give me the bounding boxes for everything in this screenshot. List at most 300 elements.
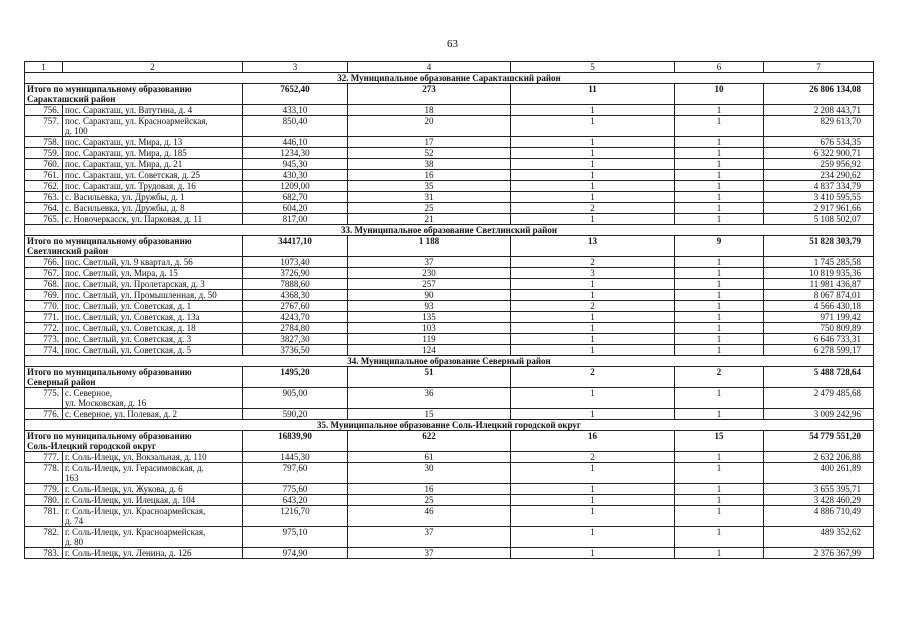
row-houses: 1 [511,105,675,116]
text-line: г. Соль-Илецк, ул. Вокзальная, д. 110 [65,452,207,462]
row-cost: 5 108 502,07 [764,214,874,225]
total-label [25,431,243,452]
text-line: г. Соль-Илецк, ул. Красноармейская, [65,506,206,516]
text-line: Светлинский район [27,246,109,256]
row-area: 682,70 [243,192,348,203]
row-col6: 1 [675,148,764,159]
row-number: 756. [25,105,63,116]
row-houses: 1 [511,388,675,409]
table-row [25,290,874,301]
row-number: 757. [25,116,63,137]
row-col6: 1 [675,105,764,116]
row-houses: 2 [511,203,675,214]
row-col6: 1 [675,257,764,268]
row-cost: 3 009 242,96 [764,409,874,420]
row-number: 781. [25,506,63,527]
row-address [63,214,243,225]
row-houses: 1 [511,312,675,323]
row-people: 16 [348,170,511,181]
table-row [25,388,874,409]
row-area: 974,90 [243,548,348,559]
text-line: пос. Саракташ, ул. Мира, д. 13 [65,137,183,147]
row-col6: 1 [675,290,764,301]
row-people: 90 [348,290,511,301]
row-cost: 3 428 460,29 [764,495,874,506]
row-people: 230 [348,268,511,279]
row-people: 37 [348,257,511,268]
text-line: г. Соль-Илецк, ул. Илецкая, д. 104 [65,495,196,505]
row-houses: 1 [511,345,675,356]
row-area: 3736,50 [243,345,348,356]
row-number: 766. [25,257,63,268]
row-cost: 4 886 710,49 [764,506,874,527]
row-people: 25 [348,203,511,214]
row-number: 760. [25,159,63,170]
row-houses: 1 [511,170,675,181]
row-address [63,159,243,170]
table-row [25,484,874,495]
table-row [25,495,874,506]
row-cost: 829 613,70 [764,116,874,137]
row-area: 4368,30 [243,290,348,301]
row-people: 37 [348,548,511,559]
column-header: 3 [243,62,348,73]
row-number: 769. [25,290,63,301]
section-title: 33. Муниципальное образование Светлинский район [25,225,874,236]
section-title: 32. Муниципальное образование Саракташский район [25,73,874,84]
text-line: 163 [65,473,79,483]
row-cost: 2 479 485,68 [764,388,874,409]
row-houses: 1 [511,116,675,137]
text-line: пос. Светлый, ул. 9 квартал, д. 56 [65,257,193,267]
table-row [25,548,874,559]
row-houses: 2 [511,452,675,463]
text-line: д. 74 [65,516,84,526]
total-people: 273 [348,84,511,105]
text-line: ул. Московская, д. 16 [65,398,147,408]
row-houses: 3 [511,268,675,279]
row-col6: 1 [675,116,764,137]
row-cost: 6 278 599,17 [764,345,874,356]
row-cost: 3 410 595,55 [764,192,874,203]
row-people: 38 [348,159,511,170]
total-cost: 51 828 303,79 [764,236,874,257]
row-people: 16 [348,484,511,495]
row-houses: 1 [511,527,675,548]
total-col6: 9 [675,236,764,257]
section-title: 34. Муниципальное образование Северный район [25,356,874,367]
row-area: 4243,70 [243,312,348,323]
row-people: 257 [348,279,511,290]
row-people: 37 [348,527,511,548]
column-header: 2 [63,62,243,73]
table-row [25,312,874,323]
row-people: 21 [348,214,511,225]
row-number: 774. [25,345,63,356]
row-col6: 1 [675,268,764,279]
row-number: 768. [25,279,63,290]
row-area: 1073,40 [243,257,348,268]
row-number: 771. [25,312,63,323]
text-line: пос. Светлый, ул. Советская, д. 1 [65,301,192,311]
row-number: 772. [25,323,63,334]
row-address [63,495,243,506]
total-row [25,84,874,105]
row-address [63,506,243,527]
row-people: 15 [348,409,511,420]
row-col6: 1 [675,463,764,484]
row-address [63,345,243,356]
row-houses: 1 [511,279,675,290]
housing-table [24,61,874,559]
table-row [25,345,874,356]
row-col6: 1 [675,159,764,170]
row-address [63,268,243,279]
row-area: 3827,30 [243,334,348,345]
row-houses: 1 [511,159,675,170]
column-header: 6 [675,62,764,73]
row-people: 52 [348,148,511,159]
row-cost: 6 646 733,31 [764,334,874,345]
row-number: 773. [25,334,63,345]
table-row [25,506,874,527]
text-line: Итого по муниципальному образованию [27,84,192,94]
text-line: пос. Светлый, ул. Мира, д. 15 [65,268,178,278]
row-address [63,484,243,495]
text-line: Итого по муниципальному образованию [27,431,192,441]
text-line: с. Новочеркасск, ул. Парковая, д. 11 [65,214,203,224]
row-houses: 1 [511,334,675,345]
text-line: пос. Саракташ, ул. Советская, д. 25 [65,170,201,180]
row-houses: 2 [511,257,675,268]
total-cost: 54 779 551,20 [764,431,874,452]
column-header-row [25,62,874,73]
total-label [25,236,243,257]
row-number: 759. [25,148,63,159]
text-line: д. 100 [65,126,88,136]
section-title-row [25,73,874,84]
row-number: 762. [25,181,63,192]
text-line: пос. Светлый, ул. Советская, д. 18 [65,323,196,333]
total-area: 7652,40 [243,84,348,105]
text-line: с. Васильевка, ул. Дружбы, д. 1 [65,192,185,202]
text-line: Соль-Илецкий городской округ [27,441,157,451]
row-number: 782. [25,527,63,548]
section-title-row [25,356,874,367]
row-address [63,409,243,420]
row-houses: 1 [511,148,675,159]
row-houses: 1 [511,548,675,559]
row-people: 61 [348,452,511,463]
total-cost: 5 488 728,64 [764,367,874,388]
row-address [63,257,243,268]
row-area: 775,60 [243,484,348,495]
text-line: г. Соль-Илецк, ул. Ленина, д. 126 [65,548,192,558]
table-row [25,116,874,137]
total-col6: 10 [675,84,764,105]
row-cost: 2 632 206,88 [764,452,874,463]
row-area: 590,20 [243,409,348,420]
row-area: 850,40 [243,116,348,137]
row-number: 765. [25,214,63,225]
table-row [25,452,874,463]
row-area: 905,00 [243,388,348,409]
row-houses: 1 [511,506,675,527]
table-row [25,159,874,170]
text-line: пос. Светлый, ул. Пролетарская, д. 3 [65,279,205,289]
row-cost: 259 956,92 [764,159,874,170]
table-row [25,105,874,116]
row-cost: 11 981 436,87 [764,279,874,290]
row-area: 430,30 [243,170,348,181]
row-cost: 4 566 430,18 [764,301,874,312]
column-header: 7 [764,62,874,73]
row-people: 124 [348,345,511,356]
row-address [63,301,243,312]
row-address [63,203,243,214]
row-people: 93 [348,301,511,312]
row-area: 1216,70 [243,506,348,527]
table-row [25,214,874,225]
row-people: 18 [348,105,511,116]
row-cost: 2 917 961,66 [764,203,874,214]
row-col6: 1 [675,452,764,463]
table-row [25,181,874,192]
total-col6: 2 [675,367,764,388]
table-row [25,170,874,181]
row-col6: 1 [675,388,764,409]
row-number: 779. [25,484,63,495]
row-address [63,452,243,463]
row-number: 770. [25,301,63,312]
total-houses: 2 [511,367,675,388]
row-col6: 1 [675,334,764,345]
total-area: 34417,10 [243,236,348,257]
row-houses: 1 [511,495,675,506]
row-number: 767. [25,268,63,279]
row-area: 2767,60 [243,301,348,312]
table-row [25,257,874,268]
table-row [25,137,874,148]
row-area: 945,30 [243,159,348,170]
page-number: 63 [447,38,458,50]
table-row [25,323,874,334]
total-people: 1 188 [348,236,511,257]
row-col6: 1 [675,181,764,192]
row-address [63,137,243,148]
row-col6: 1 [675,495,764,506]
total-houses: 16 [511,431,675,452]
text-line: с. Васильевка, ул. Дружбы, д. 8 [65,203,185,213]
row-cost: 6 322 900,71 [764,148,874,159]
text-line: г. Соль-Илецк, ул. Герасимовская, д. [65,463,204,473]
row-address [63,170,243,181]
row-area: 3726,90 [243,268,348,279]
table-row [25,301,874,312]
row-address [63,463,243,484]
text-line: пос. Саракташ, ул. Мира, д. 21 [65,159,183,169]
row-number: 777. [25,452,63,463]
text-line: пос. Саракташ, ул. Трудовая, д. 16 [65,181,196,191]
row-houses: 1 [511,323,675,334]
total-col6: 15 [675,431,764,452]
row-number: 763. [25,192,63,203]
table-row [25,203,874,214]
total-houses: 13 [511,236,675,257]
row-area: 2784,80 [243,323,348,334]
row-address [63,116,243,137]
text-line: Итого по муниципальному образованию [27,236,192,246]
text-line: г. Соль-Илецк, ул. Жукова, д. 6 [65,484,183,494]
row-area: 1234,30 [243,148,348,159]
row-cost: 10 819 935,36 [764,268,874,279]
section-title-row [25,225,874,236]
row-people: 25 [348,495,511,506]
total-area: 16839,90 [243,431,348,452]
table-row [25,148,874,159]
row-houses: 1 [511,484,675,495]
row-area: 1209,00 [243,181,348,192]
total-label [25,84,243,105]
row-area: 7888,60 [243,279,348,290]
row-houses: 1 [511,463,675,484]
text-line: г. Соль-Илецк, ул. Красноармейская, [65,527,206,537]
total-row [25,236,874,257]
row-col6: 1 [675,279,764,290]
table-row [25,463,874,484]
row-number: 780. [25,495,63,506]
row-area: 975,10 [243,527,348,548]
row-cost: 400 261,89 [764,463,874,484]
row-cost: 3 655 395,71 [764,484,874,495]
total-people: 622 [348,431,511,452]
row-col6: 1 [675,170,764,181]
row-cost: 1 745 285,58 [764,257,874,268]
row-number: 778. [25,463,63,484]
column-header: 1 [25,62,63,73]
table-row [25,527,874,548]
row-area: 643,20 [243,495,348,506]
text-line: д. 80 [65,537,84,547]
row-houses: 1 [511,192,675,203]
text-line: пос. Саракташ, ул. Красноармейская, [65,116,208,126]
text-line: пос. Саракташ, ул. Мира, д. 185 [65,148,187,158]
row-col6: 1 [675,548,764,559]
row-people: 17 [348,137,511,148]
row-number: 776. [25,409,63,420]
text-line: с. Северное, ул. Полевая, д. 2 [65,409,178,419]
row-address [63,388,243,409]
row-people: 30 [348,463,511,484]
row-number: 764. [25,203,63,214]
row-cost: 971 199,42 [764,312,874,323]
row-address [63,323,243,334]
row-address [63,105,243,116]
row-number: 775. [25,388,63,409]
total-row [25,431,874,452]
row-people: 35 [348,181,511,192]
row-col6: 1 [675,203,764,214]
row-houses: 1 [511,137,675,148]
row-number: 783. [25,548,63,559]
total-cost: 26 806 134,08 [764,84,874,105]
row-address [63,312,243,323]
row-cost: 8 067 874,01 [764,290,874,301]
total-row [25,367,874,388]
row-address [63,290,243,301]
row-cost: 234 290,62 [764,170,874,181]
row-col6: 1 [675,214,764,225]
total-label [25,367,243,388]
table-row [25,268,874,279]
text-line: пос. Светлый, ул. Советская, д. 5 [65,345,192,355]
section-title: 35. Муниципальное образование Соль-Илецкий городской округ [25,420,874,431]
row-col6: 1 [675,192,764,203]
row-area: 604,20 [243,203,348,214]
row-address [63,279,243,290]
row-col6: 1 [675,323,764,334]
row-number: 758. [25,137,63,148]
column-header: 5 [511,62,675,73]
row-houses: 1 [511,290,675,301]
row-cost: 2 376 367,99 [764,548,874,559]
column-header: 4 [348,62,511,73]
total-houses: 11 [511,84,675,105]
row-people: 31 [348,192,511,203]
row-people: 119 [348,334,511,345]
row-area: 797,60 [243,463,348,484]
row-col6: 1 [675,527,764,548]
table-row [25,334,874,345]
text-line: пос. Светлый, ул. Промышленная, д. 50 [65,290,217,300]
text-line: Северный район [27,377,96,387]
text-line: Саракташский район [27,94,116,104]
row-area: 817,00 [243,214,348,225]
row-cost: 2 208 443,71 [764,105,874,116]
row-people: 135 [348,312,511,323]
row-cost: 750 809,89 [764,323,874,334]
total-people: 51 [348,367,511,388]
row-address [63,548,243,559]
row-cost: 676 534,35 [764,137,874,148]
row-col6: 1 [675,312,764,323]
row-address [63,192,243,203]
row-area: 1445,30 [243,452,348,463]
row-houses: 1 [511,181,675,192]
row-people: 20 [348,116,511,137]
table-row [25,409,874,420]
row-houses: 2 [511,301,675,312]
text-line: пос. Светлый, ул. Советская, д. 3 [65,334,192,344]
row-houses: 1 [511,409,675,420]
row-address [63,181,243,192]
text-line: с. Северное, [65,388,112,398]
row-houses: 1 [511,214,675,225]
row-col6: 1 [675,409,764,420]
row-area: 433,10 [243,105,348,116]
row-people: 103 [348,323,511,334]
row-number: 761. [25,170,63,181]
row-area: 446,10 [243,137,348,148]
row-col6: 1 [675,137,764,148]
row-col6: 1 [675,484,764,495]
row-address [63,527,243,548]
total-area: 1495,20 [243,367,348,388]
row-address [63,148,243,159]
row-cost: 4 837 334,79 [764,181,874,192]
row-address [63,334,243,345]
row-people: 46 [348,506,511,527]
